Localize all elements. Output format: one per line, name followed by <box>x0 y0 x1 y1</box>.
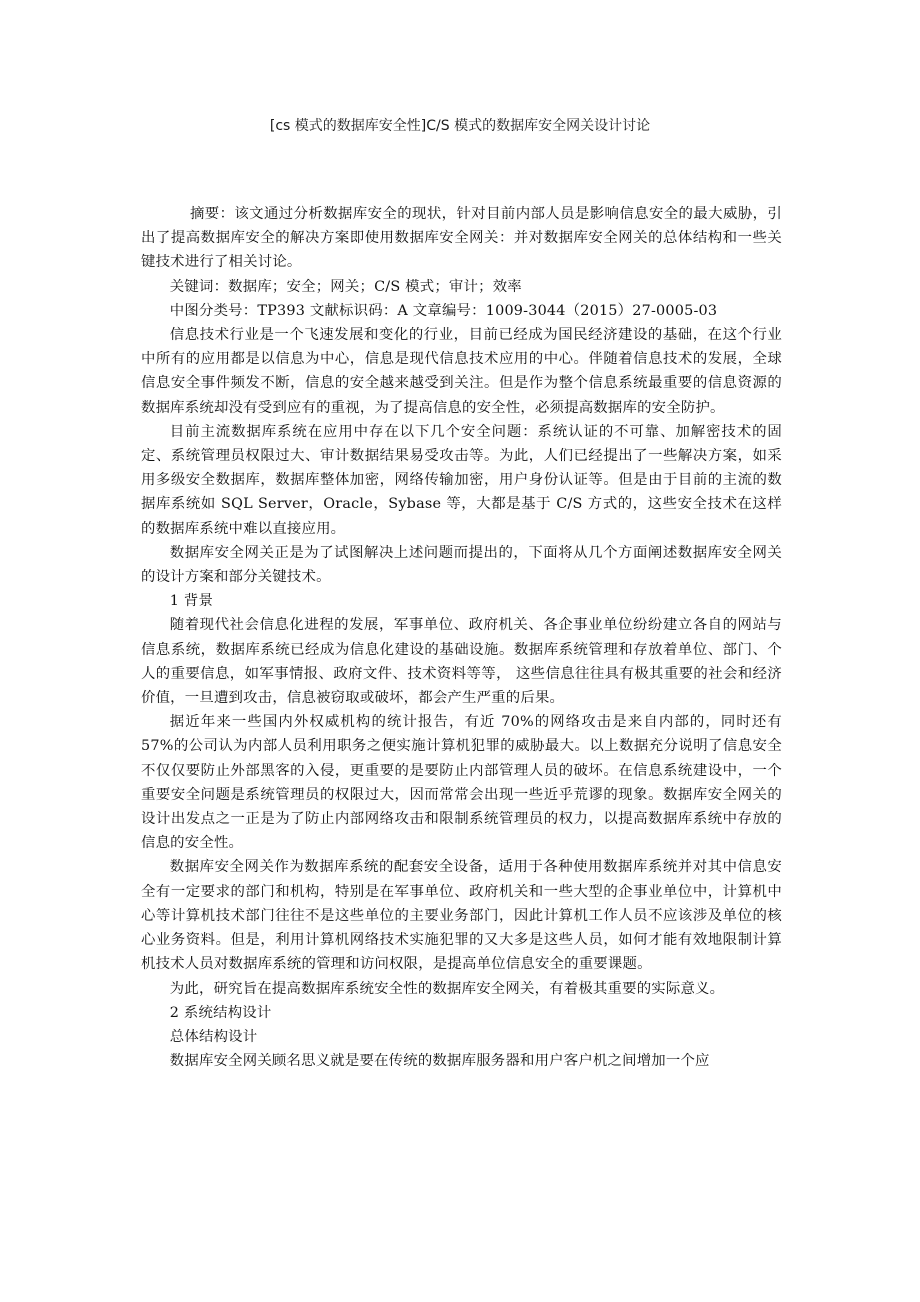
document-title: [cs 模式的数据库安全性]C/S 模式的数据库安全网关设计讨论 <box>269 118 651 134</box>
section-heading-background: 1 背景 <box>169 593 214 610</box>
document-body <box>141 202 782 1073</box>
subsection-heading-overall-structure: 总体结构设计 <box>169 1028 258 1045</box>
section-heading-system-design: 2 系统结构设计 <box>169 1004 272 1021</box>
classification-line: 中图分类号：TP393 文献标识码：A 文章编号：1009-3044（2015）27-0005-03 <box>169 302 718 319</box>
body-paragraph: 随着现代社会信息化进程的发展，军事单位、政府机关、各企事业单位纷纷建立各自的网站与信息系统，数据库系统已经成为信息化建设的基础设施。数据库系统管理和存放着单位、部门、个人的重要信息，如军事情报、政府文件、技术资料等等， 这些信息往往具有极其重要的社会和经济价值，一旦遭到攻击，信息被窃取或破坏，都会产生严重的后果。 <box>141 617 782 707</box>
body-paragraph: 据近年来一些国内外权威机构的统计报告，有近 70%的网络攻击是来自内部的，同时还有 57%的公司认为内部人员利用职务之便实施计算机犯罪的威胁最大。以上数据充分说明了信息安全不仅仅要防止外部黑客的入侵，更重要的是要防止内部管理人员的破坏。在信息系统建设中，一个重要安全问题是系统管理员的权限过大，因而常常会出现一些近乎荒谬的现象。数据库安全网关的设计出发点之一正是为了防止内部网络攻击和限制系统管理员的权力，以提高数据库系统中存放的信息的安全性。 <box>141 714 782 852</box>
abstract-paragraph: 摘要：该文通过分析数据库安全的现状，针对目前内部人员是影响信息安全的最大威胁，引出了提高数据库安全的解决方案即使用数据库安全网关：并对数据库安全网关的总体结构和一些关键技术进行了相关讨论。 <box>141 206 782 271</box>
body-paragraph: 数据库安全网关作为数据库系统的配套安全设备，适用于各种使用数据库系统并对其中信息安全有一定要求的部门和机构，特别是在军事单位、政府机关和一些大型的企事业单位中，计算机中心等计算机技术部门往往不是这些单位的主要业务部门，因此计算机工作人员不应该涉及单位的核心业务资料。但是，利用计算机网络技术实施犯罪的又大多是这些人员，如何才能有效地限制计算机技术人员对数据库系统的管理和访问权限，是提高单位信息安全的重要课题。 <box>141 859 782 973</box>
body-paragraph: 信息技术行业是一个飞速发展和变化的行业，目前已经成为国民经济建设的基础，在这个行业中所有的应用都是以信息为中心，信息是现代信息技术应用的中心。伴随着信息技术的发展，全球信息安全事件频发不断，信息的安全越来越受到关注。但是作为整个信息系统最重要的信息资源的数据库系统却没有受到应有的重视，为了提高信息的安全性，必须提高数据库的安全防护。 <box>141 327 782 416</box>
body-paragraph: 为此，研究旨在提高数据库系统安全性的数据库安全网关，有着极其重要的实际意义。 <box>169 980 725 997</box>
body-paragraph: 数据库安全网关正是为了试图解决上述问题而提出的，下面将从几个方面阐述数据库安全网关的设计方案和部分关键技术。 <box>141 544 782 586</box>
keywords-line: 关键词：数据库；安全；网关；C/S 模式；审计；效率 <box>169 278 522 295</box>
body-paragraph: 数据库安全网关顾名思义就是要在传统的数据库服务器和用户客户机之间增加一个应 <box>169 1053 710 1070</box>
body-paragraph: 目前主流数据库系统在应用中存在以下几个安全问题：系统认证的不可靠、加解密技术的固定、系统管理员权限过大、审计数据结果易受攻击等。为此，人们已经提出了一些解决方案，如采用多级安全数据库，数据库整体加密，网络传输加密，用户身份认证等。但是由于目前的主流的数据库系统如 SQL Server，Oracle，Sybase 等，大都是基于 C/S 方式的，这些安全技术在这样的数据库系统中难以直接应用。 <box>141 423 782 537</box>
